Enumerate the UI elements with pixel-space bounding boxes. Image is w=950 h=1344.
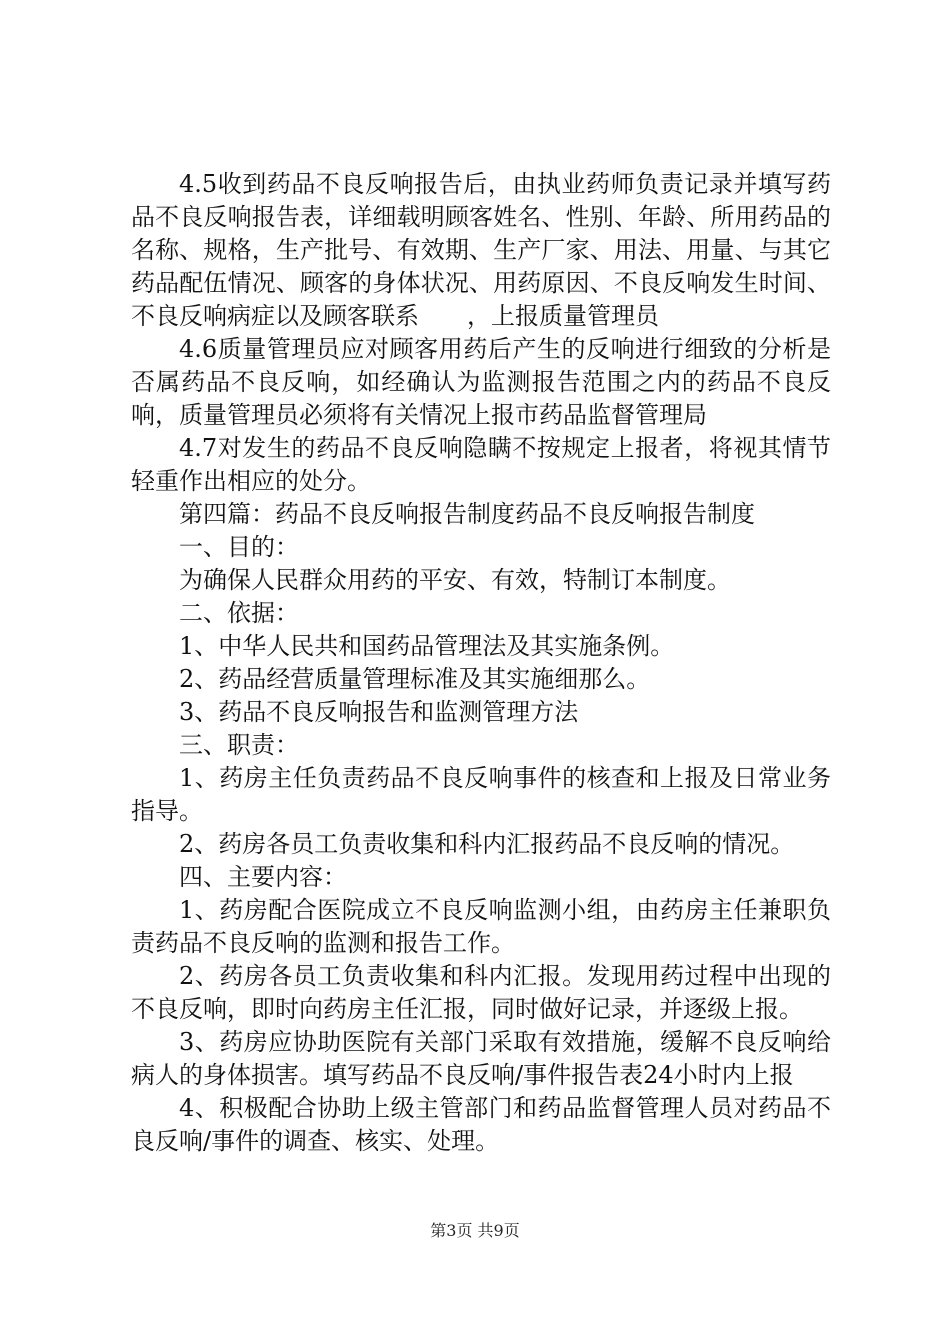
- section-heading-part-four: 第四篇：药品不良反响报告制度药品不良反响报告制度: [179, 500, 755, 528]
- heading-purpose: 一、目的：: [179, 533, 299, 561]
- content-item-2: 2、药房各员工负责收集和科内汇报。发现用药过程中出现的不良反响，即时向药房主任汇报，同时做好记录，并逐级上报。: [131, 962, 831, 1023]
- basis-item-1: 1、中华人民共和国药品管理法及其实施条例。: [179, 632, 675, 660]
- heading-responsibilities: 三、职责：: [179, 731, 299, 759]
- content-item-4: 4、积极配合协助上级主管部门和药品监督管理人员对药品不良反响/事件的调查、核实、处理。: [131, 1094, 831, 1155]
- paragraph-4-6: 4.6质量管理员应对顾客用药后产生的反响进行细致的分析是否属药品不良反响，如经确认为监测报告范围之内的药品不良反响，质量管理员必须将有关情况上报市药品监督管理局: [131, 335, 831, 429]
- page-number-footer: 第3页 共9页: [430, 1221, 520, 1240]
- paragraph-4-7: 4.7对发生的药品不良反响隐瞒不按规定上报者，将视其情节轻重作出相应的处分。: [131, 434, 831, 495]
- heading-main-content: 四、主要内容：: [179, 863, 347, 891]
- document-body: [131, 168, 831, 1158]
- responsibility-item-2: 2、药房各员工负责收集和科内汇报药品不良反响的情况。: [179, 830, 795, 858]
- paragraph-purpose: 为确保人民群众用药的平安、有效，特制订本制度。: [179, 566, 731, 594]
- basis-item-2: 2、药品经营质量管理标准及其实施细那么。: [179, 665, 651, 693]
- responsibility-item-1: 1、药房主任负责药品不良反响事件的核查和上报及日常业务指导。: [131, 764, 831, 825]
- heading-basis: 二、依据：: [179, 599, 299, 627]
- basis-item-3: 3、药品不良反响报告和监测管理方法: [179, 698, 579, 726]
- content-item-1: 1、药房配合医院成立不良反响监测小组，由药房主任兼职负责药品不良反响的监测和报告工作。: [131, 896, 831, 957]
- paragraph-4-5: 4.5收到药品不良反响报告后，由执业药师负责记录并填写药品不良反响报告表，详细载明顾客姓名、性别、年龄、所用药品的名称、规格，生产批号、有效期、生产厂家、用法、用量、与其它药品配伍情况、顾客的身体状况、用药原因、不良反响发生时间、不良反响病症以及顾客联系 ，上报质量管理员: [131, 170, 831, 330]
- content-item-3: 3、药房应协助医院有关部门采取有效措施，缓解不良反响给病人的身体损害。填写药品不良反响/事件报告表24小时内上报: [131, 1028, 831, 1089]
